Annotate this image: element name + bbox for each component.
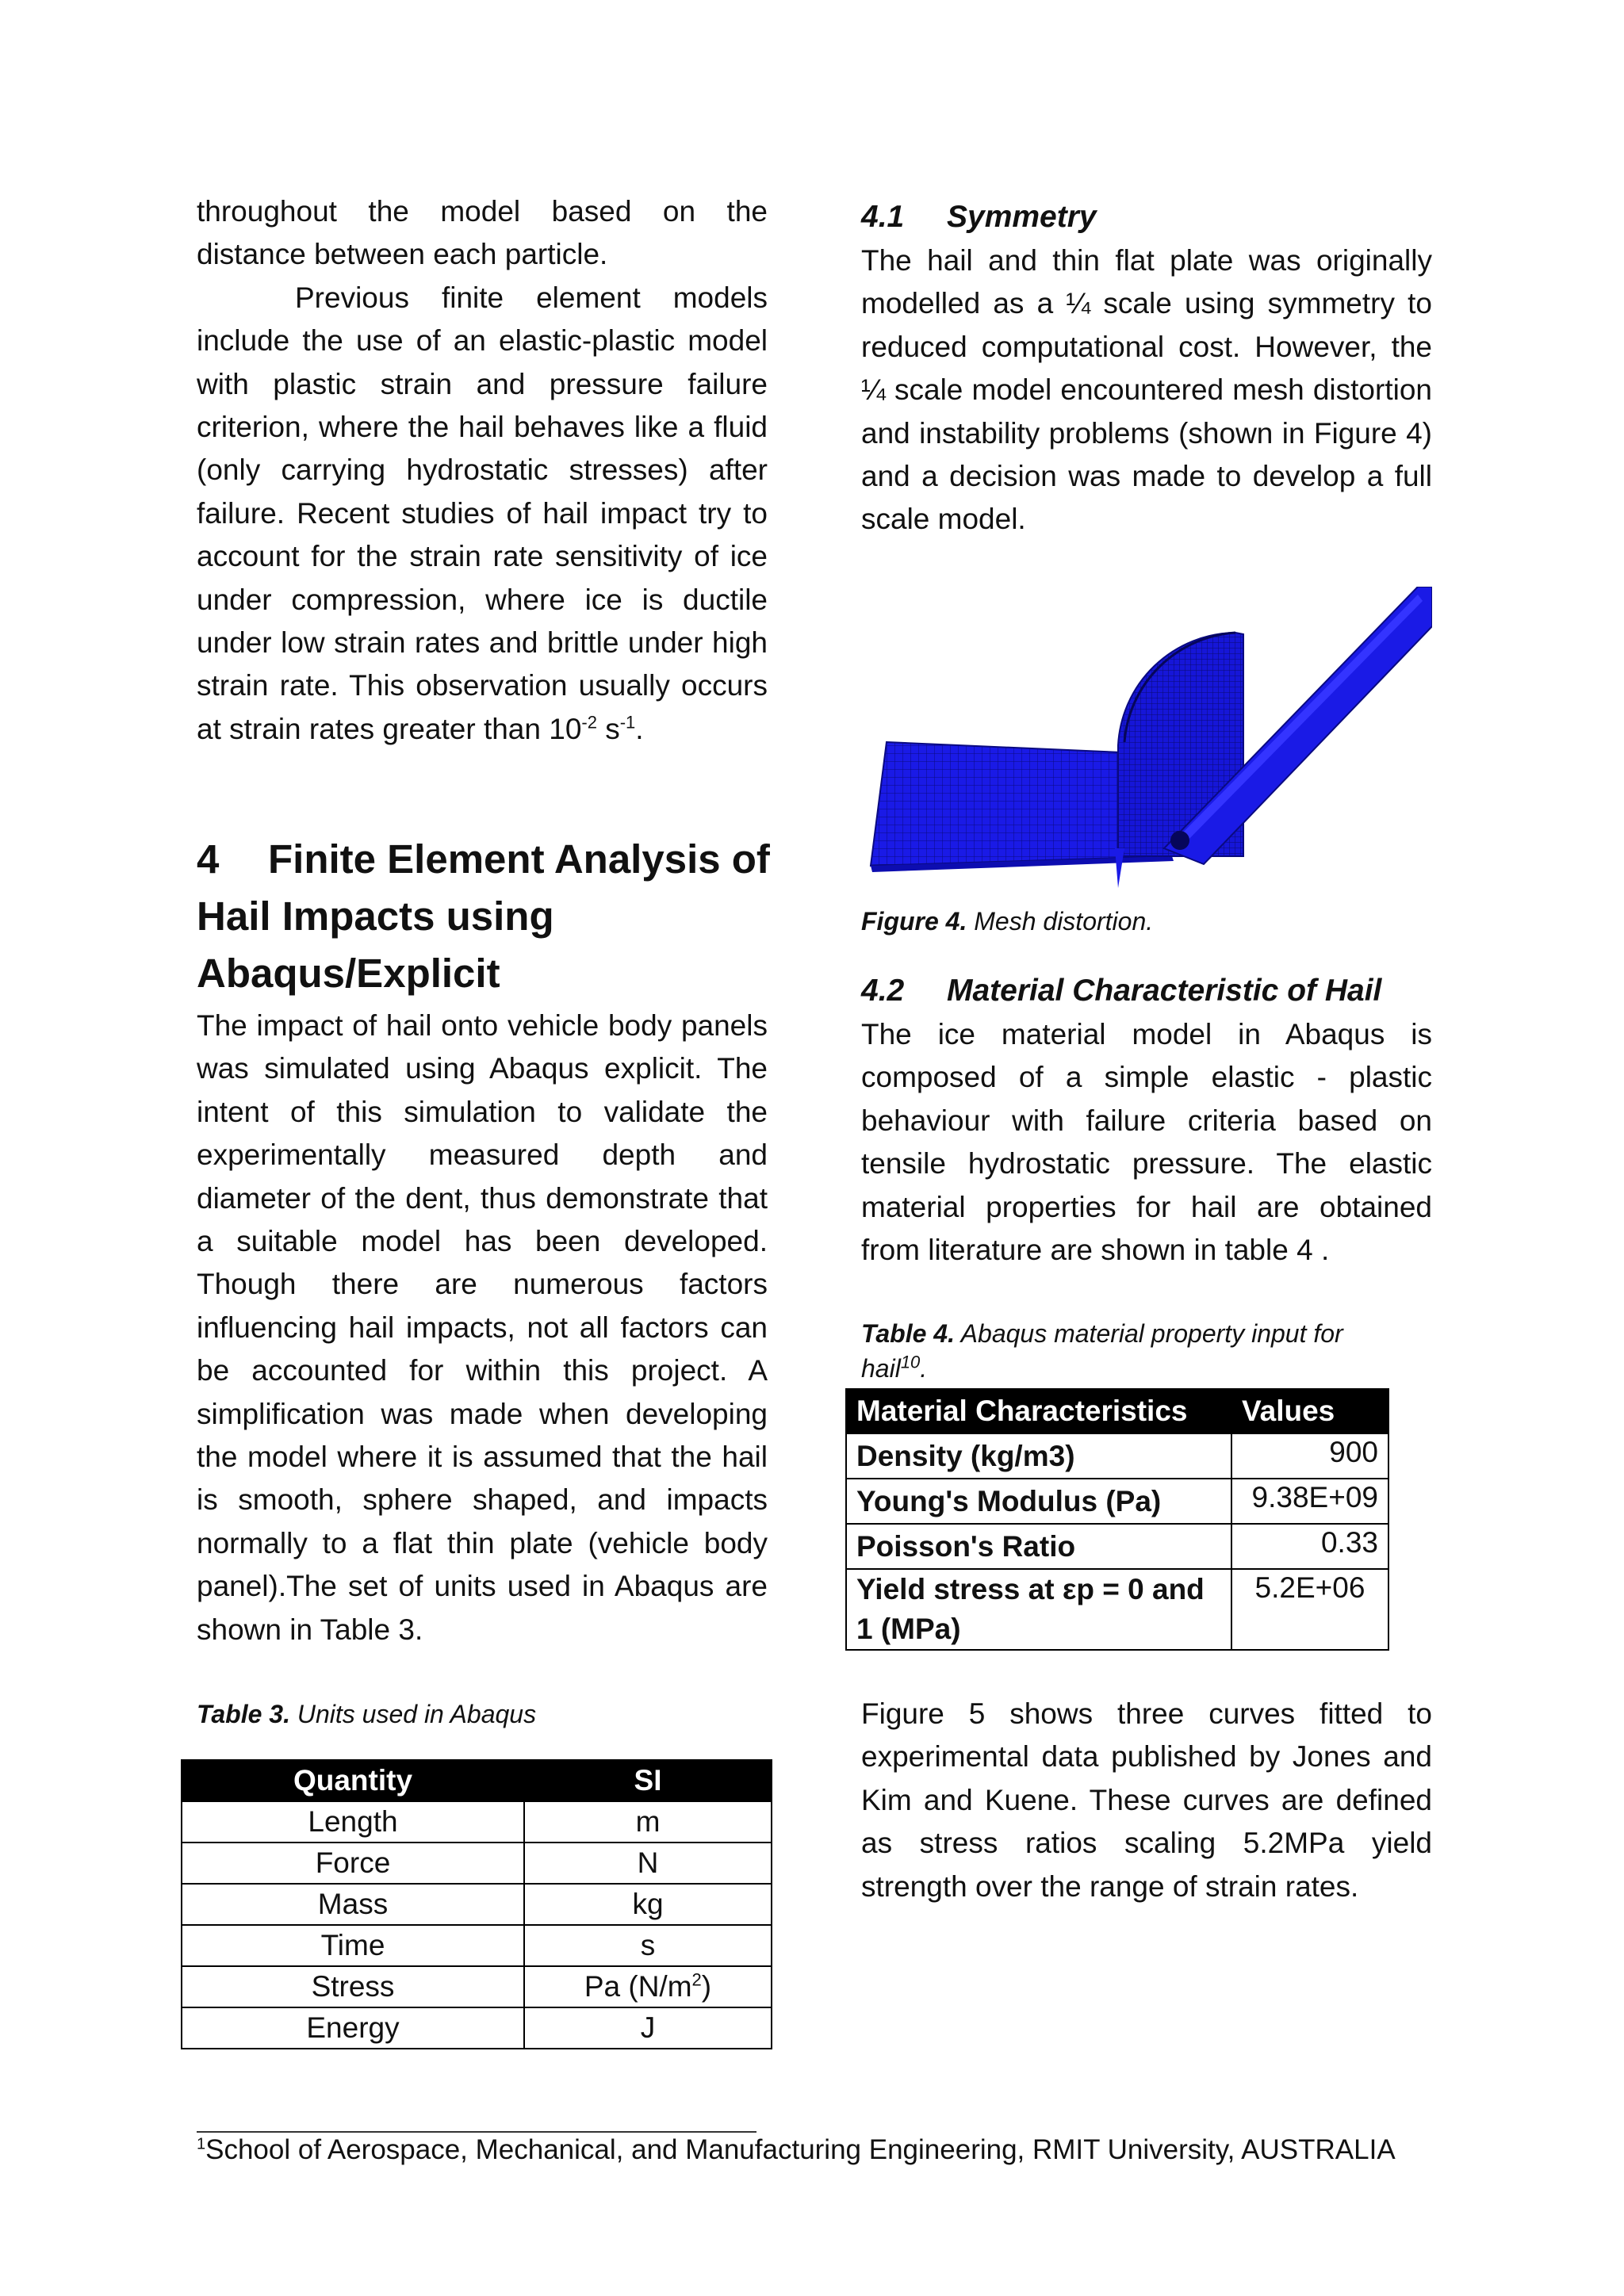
paragraph-material: The ice material model in Abaqus is composed of a simple elastic - plastic behaviour with failure criteria based on tensile hydrostatic pressure. The elastic material properties for hail are obtained from literature are shown in table 4 . <box>861 1018 1432 1267</box>
table-row <box>182 2007 772 2049</box>
figure-4-caption-text: Mesh distortion. <box>967 907 1154 936</box>
paragraph-figure-5: Figure 5 shows three curves fitted to experimental data published by Jones and Kim and Kuene. These curves are defined as stress ratios scaling 5.2MPa yield strength over the range of strain rates. <box>861 1697 1432 1903</box>
footnote-rule <box>197 2131 756 2133</box>
exponent-strain-2: -1 <box>619 712 636 733</box>
table-row <box>846 1524 1388 1569</box>
table-cell: Yield stress at εp = 0 and 1 (MPa) <box>846 1569 1231 1650</box>
table-4-caption <box>861 1316 1432 1386</box>
table-4-caption-line2: hail <box>861 1354 901 1383</box>
table-cell: Stress <box>182 1966 524 2007</box>
figure-4-caption <box>861 904 1153 939</box>
table-4-material <box>845 1388 1389 1651</box>
section-4-1-heading <box>861 195 1432 239</box>
table-header-values: Values <box>1231 1389 1388 1433</box>
table-row <box>182 1925 772 1966</box>
period: . <box>635 712 644 745</box>
section-4-2-heading <box>861 969 1432 1013</box>
table-3-caption <box>197 1697 536 1732</box>
section-4-1-number: 4.1 <box>861 200 905 234</box>
table-cell: 5.2E+06 <box>1231 1569 1388 1650</box>
unit-s: s <box>596 712 620 745</box>
paragraph-previous-models <box>197 277 768 751</box>
section-4-title-line2: Hail Impacts using <box>197 894 554 939</box>
stress-unit-exponent: 2 <box>691 1969 702 1990</box>
distortion-node <box>1170 831 1189 850</box>
exponent-strain-1: -2 <box>581 712 597 733</box>
table-header-row <box>182 1760 772 1801</box>
table-header-si: SI <box>524 1760 772 1801</box>
table-cell: 9.38E+09 <box>1231 1479 1388 1524</box>
table-row <box>182 1801 772 1843</box>
right-column <box>861 195 1432 541</box>
table-cell: Young's Modulus (Pa) <box>846 1479 1231 1524</box>
table-4-caption-ref: 10 <box>900 1352 921 1372</box>
table-cell: Force <box>182 1843 524 1884</box>
paragraph-hail-impact: The impact of hail onto vehicle body panels was simulated using Abaqus explicit. The intent of this simulation to validate the experimentally measured depth and diameter of the dent, thus demonstrate that a suitable model has been developed. Though there are numerous factors influencing hail impacts, not all factors can be accounted for within this project. A simplification was made when developing the model where it is assumed that the hail is smooth, sphere shaped, and impacts normally to a flat thin plate (vehicle body panel).The set of units used in Abaqus are shown in Table 3. <box>197 1009 768 1646</box>
footnote-text: School of Aerospace, Mechanical, and Manufacturing Engineering, RMIT University, AUSTRALIA <box>205 2134 1396 2165</box>
paragraph-symmetry: The hail and thin flat plate was originally modelled as a ¼ scale using symmetry to reduced computational cost. However, the ¼ scale model encountered mesh distortion and instability problems (shown in Figure 4) and a decision was made to develop a full scale model. <box>861 244 1432 536</box>
table-cell: Density (kg/m3) <box>846 1433 1231 1479</box>
table-cell: 0.33 <box>1231 1524 1388 1569</box>
figure-4-mesh-image <box>863 587 1432 894</box>
table-cell <box>524 1966 772 2007</box>
table-cell: m <box>524 1801 772 1843</box>
table-3-label: Table 3. <box>197 1700 290 1728</box>
table-header-material: Material Characteristics <box>846 1389 1231 1433</box>
table-cell: Mass <box>182 1884 524 1925</box>
table-row <box>182 1843 772 1884</box>
footnote <box>197 2134 1396 2166</box>
section-4-number: 4 <box>197 836 220 882</box>
table-4-label: Table 4. <box>861 1319 955 1348</box>
table-cell: Time <box>182 1925 524 1966</box>
table-3-units <box>181 1759 772 2049</box>
section-4-title-line1: Finite Element Analysis of <box>268 836 770 882</box>
paragraph-previous-models-text: Previous finite element models include the use of an elastic-plastic model with plastic strain and pressure failure criterion, where the hail behaves like a fluid (only carrying hydrostatic stresses) after failure. Recent studies of hail impact try to account for the strain rate sensitivity of ice under compression, where ice is ductile under low strain rates and brittle under high strain rate. This observation usually occurs at strain rates greater than 10 <box>197 281 768 745</box>
section-4-1-title: Symmetry <box>947 200 1097 234</box>
section-4-heading <box>197 831 799 1002</box>
right-column-lower <box>861 1693 1432 1908</box>
table-cell: kg <box>524 1884 772 1925</box>
left-column <box>197 190 768 751</box>
table-cell: Poisson's Ratio <box>846 1524 1231 1569</box>
table-cell: J <box>524 2007 772 2049</box>
stress-unit: Pa (N/m <box>584 1970 692 2003</box>
table-row <box>846 1433 1388 1479</box>
section-4-2-title: Material Characteristic of Hail <box>947 974 1382 1008</box>
table-cell: 900 <box>1231 1433 1388 1479</box>
figure-4-label: Figure 4. <box>861 907 967 936</box>
footnote-mark: 1 <box>197 2135 206 2153</box>
mesh-spike <box>1115 848 1124 888</box>
left-column-lower <box>197 1004 768 1651</box>
table-cell: N <box>524 1843 772 1884</box>
table-4-caption-line1: Abaqus material property input for <box>954 1319 1343 1348</box>
table-header-quantity: Quantity <box>182 1760 524 1801</box>
paragraph-particles: throughout the model based on the distance between each particle. <box>197 195 768 271</box>
right-column-middle <box>861 969 1432 1272</box>
table-3-caption-text: Units used in Abaqus <box>289 1700 537 1728</box>
table-cell: s <box>524 1925 772 1966</box>
table-row <box>182 1884 772 1925</box>
table-row <box>182 1966 772 2007</box>
table-row <box>846 1479 1388 1524</box>
table-row <box>846 1569 1388 1650</box>
table-4-caption-end: . <box>920 1354 928 1383</box>
table-cell: Energy <box>182 2007 524 2049</box>
table-cell: Length <box>182 1801 524 1843</box>
section-4-title-line3: Abaqus/Explicit <box>197 951 500 996</box>
section-4-2-number: 4.2 <box>861 974 905 1008</box>
stress-unit-close: ) <box>701 1970 712 2003</box>
table-header-row <box>846 1389 1388 1433</box>
